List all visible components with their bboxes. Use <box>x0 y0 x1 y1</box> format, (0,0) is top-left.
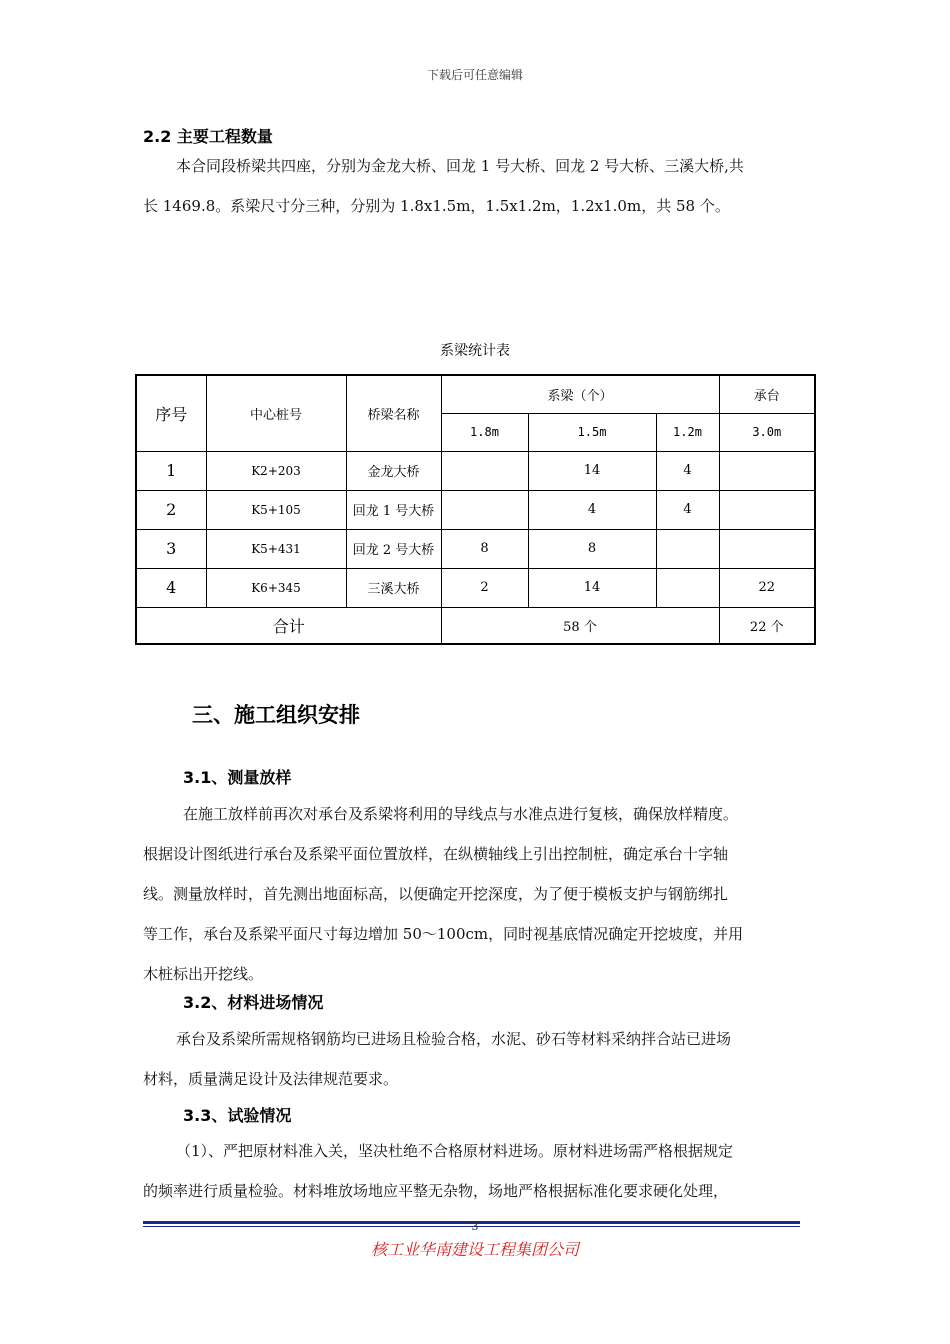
header-tie-beam: 系梁（个） <box>441 375 719 413</box>
cell-1-8 <box>441 490 528 529</box>
paragraph-line: 本合同段桥梁共四座，分别为金龙大桥、回龙 1 号大桥、回龙 2 号大桥、三溪大桥,共 <box>176 157 744 175</box>
section-heading-3-3: 3.3、试验情况 <box>183 1106 292 1125</box>
cell-1-5: 8 <box>528 529 656 568</box>
paragraph-line: 长 1469.8。系梁尺寸分三种，分别为 1.8x1.5m，1.5x1.2m，1.2x1.0m，共 58 个。 <box>143 197 730 215</box>
section-heading-3-1: 3.1、测量放样 <box>183 768 292 787</box>
table-caption: 系梁统计表 <box>440 343 510 359</box>
paragraph-line: 的频率进行质量检验。材料堆放场地应平整无杂物，场地严格根据标准化要求硬化处理， <box>143 1182 729 1200</box>
cell-3-0 <box>719 490 815 529</box>
cell-stake: K5+431 <box>206 529 346 568</box>
table-row <box>136 529 815 568</box>
table-row <box>136 490 815 529</box>
header-cap: 承台 <box>719 375 815 413</box>
cell-stake: K6+345 <box>206 568 346 607</box>
header-note: 下载后可任意编辑 <box>426 68 523 82</box>
cell-3-0 <box>719 529 815 568</box>
paragraph-line: 在施工放样前再次对承台及系梁将利用的导线点与水准点进行复核，确保放样精度。 <box>183 805 739 823</box>
cell-bridge: 三溪大桥 <box>346 568 441 607</box>
section-3-1-body <box>143 794 813 994</box>
table-row <box>136 568 815 607</box>
header-seq: 序号 <box>136 375 206 451</box>
section-3-2-body <box>143 1019 813 1099</box>
header-size-3-0: 3.0m <box>719 413 815 451</box>
paragraph-line: （1）、严把原材料准入关，坚决杜绝不合格原材料进场。原材料进场需严格根据规定 <box>176 1142 734 1160</box>
header-bridge-name: 桥梁名称 <box>346 375 441 451</box>
paragraph-line: 线。测量放样时，首先测出地面标高，以便确定开挖深度，为了便于模板支护与钢筋绑扎 <box>143 885 729 903</box>
cell-1-5: 4 <box>528 490 656 529</box>
section-heading-2-2: 2.2 主要工程数量 <box>143 127 273 146</box>
cell-1-8: 2 <box>441 568 528 607</box>
tie-beam-statistics-table <box>135 374 816 645</box>
cell-bridge: 回龙 1 号大桥 <box>346 490 441 529</box>
cell-1-2 <box>656 568 719 607</box>
cell-1-8 <box>441 451 528 490</box>
cell-seq: 2 <box>136 490 206 529</box>
header-size-1-5: 1.5m <box>528 413 656 451</box>
cell-seq: 3 <box>136 529 206 568</box>
cell-seq: 4 <box>136 568 206 607</box>
header-stake: 中心桩号 <box>206 375 346 451</box>
chapter-3-heading: 三、施工组织安排 <box>192 703 360 727</box>
cell-1-2 <box>656 529 719 568</box>
cell-3-0: 22 <box>719 568 815 607</box>
total-label: 合计 <box>136 607 441 644</box>
cell-stake: K5+105 <box>206 490 346 529</box>
table-total-row <box>136 607 815 644</box>
cell-stake: K2+203 <box>206 451 346 490</box>
paragraph-line: 等工作，承台及系梁平面尺寸每边增加 50～100cm，同时视基底情况确定开挖坡度，并用 <box>143 925 744 943</box>
header-size-1-2: 1.2m <box>656 413 719 451</box>
cell-1-5: 14 <box>528 451 656 490</box>
total-caps: 22 个 <box>719 607 815 644</box>
total-tie-beams: 58 个 <box>441 607 719 644</box>
paragraph-line: 材料，质量满足设计及法律规范要求。 <box>143 1070 399 1088</box>
paragraph-line: 木桩标出开挖线。 <box>143 965 264 983</box>
cell-bridge: 金龙大桥 <box>346 451 441 490</box>
paragraph-line: 根据设计图纸进行承台及系梁平面位置放样，在纵横轴线上引出控制桩，确定承台十字轴 <box>143 845 729 863</box>
section-2-2-body <box>143 146 813 226</box>
cell-1-2: 4 <box>656 451 719 490</box>
cell-seq: 1 <box>136 451 206 490</box>
table-row <box>136 451 815 490</box>
cell-3-0 <box>719 451 815 490</box>
paragraph-line: 承台及系梁所需规格钢筋均已进场且检验合格，水泥、砂石等材料采纳拌合站已进场 <box>176 1030 732 1048</box>
section-heading-3-2: 3.2、材料进场情况 <box>183 993 324 1012</box>
company-name: 核工业华南建设工程集团公司 <box>370 1240 579 1259</box>
section-3-3-body <box>143 1131 813 1211</box>
header-size-1-8: 1.8m <box>441 413 528 451</box>
cell-1-8: 8 <box>441 529 528 568</box>
table-header-row <box>136 375 815 413</box>
cell-1-2: 4 <box>656 490 719 529</box>
page-number: 3 <box>471 1220 479 1233</box>
cell-bridge: 回龙 2 号大桥 <box>346 529 441 568</box>
cell-1-5: 14 <box>528 568 656 607</box>
